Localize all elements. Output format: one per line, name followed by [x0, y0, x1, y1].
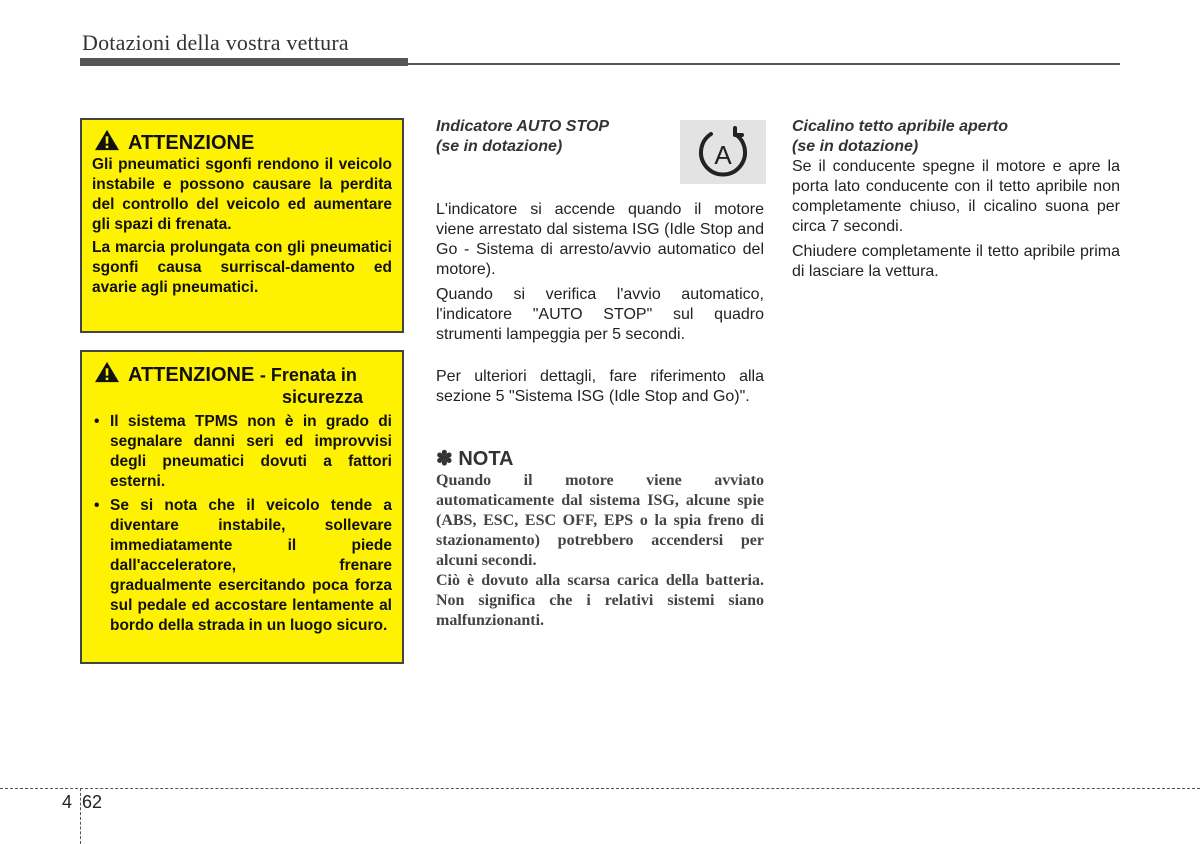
warning-title: ATTENZIONE: [128, 132, 255, 154]
section-title: Cicalino tetto apribile aperto: [792, 118, 1009, 135]
footer-divider: [0, 788, 1200, 789]
section-title-note: (se in dotazione): [436, 138, 563, 155]
warning-triangle-icon: [92, 128, 122, 152]
warning-title-line2: sicurezza: [282, 387, 364, 407]
warning-title-suffix: - Frenata in: [259, 365, 357, 385]
body-paragraph: L'indicatore si accende quando il motore viene arrestato dal sistema ISG (Idle Stop and Go - Sistema di arresto/avvio automatico del motore).: [436, 201, 764, 278]
warning-triangle-icon: [92, 360, 122, 384]
nota-body: [436, 471, 764, 631]
page-number: [62, 792, 102, 813]
auto-stop-heading: [436, 117, 672, 157]
auto-stop-indicator-icon: [680, 120, 766, 184]
auto-stop-icon-letter: A: [714, 140, 732, 170]
nota-symbol-icon: ✽: [436, 448, 453, 470]
nota-heading: [436, 446, 764, 471]
body-paragraph: Quando si verifica l'avvio automatico, l'indicatore "AUTO STOP" sul quadro strumenti lampeggia per 5 secondi.: [436, 286, 764, 343]
warning-bullet-list: [92, 412, 392, 636]
sunroof-section: [792, 117, 1120, 287]
nota-section: [436, 446, 764, 631]
auto-stop-text: [436, 200, 764, 412]
warning-paragraph: La marcia prolungata con gli pneumatici sgonfi causa surriscal-damento ed avarie agli pneumatici.: [92, 239, 392, 296]
body-paragraph: Per ulteriori dettagli, fare riferimento alla sezione 5 "Sistema ISG (Idle Stop and Go)".: [436, 368, 764, 405]
page-header-title: Dotazioni della vostra vettura: [82, 30, 349, 55]
auto-stop-icon: [693, 125, 753, 179]
body-paragraph: Chiudere completamente il tetto apribile prima di lasciare la vettura.: [792, 243, 1120, 280]
list-item: • Se si nota che il veicolo tende a diventare instabile, sollevare immediatamente il piede dall'acceleratore, frenare gradualmente esercitando poca forza sul pedale ed accostare lentamente al bordo della strada in un luogo sicuro.: [92, 496, 392, 636]
body-paragraph: Se il conducente spegne il motore e apre la porta lato conducente con il tetto apribile non completamente chiuso, il cicalino suona per circa 7 secondi.: [792, 158, 1120, 235]
warning-box-tires: [80, 118, 404, 333]
nota-title: NOTA: [458, 448, 514, 470]
header-rule-thin: [408, 63, 1120, 65]
warning-box-safe-braking: [80, 350, 404, 664]
page-number-value: 62: [82, 792, 103, 812]
section-title: Indicatore AUTO STOP: [436, 118, 610, 135]
section-number: 4: [62, 792, 73, 812]
warning-paragraph: Gli pneumatici sgonfi rendono il veicolo instabile e possono causare la perdita del controllo del veicolo ed aumentare gli spazi di frenata.: [92, 156, 392, 233]
header-rule-thick: [80, 58, 408, 66]
warning-title: ATTENZIONE: [128, 364, 255, 386]
warning-body: [92, 155, 392, 298]
list-item: • Il sistema TPMS non è in grado di segnalare danni seri ed improvvisi degli pneumatici dovuti a fattori esterni.: [92, 412, 392, 492]
nota-paragraph: Ciò è dovuto alla scarsa carica della batteria. Non significa che i relativi sistemi siano malfunzionanti.: [436, 572, 764, 629]
nota-paragraph: Quando il motore viene avviato automaticamente dal sistema ISG, alcune spie (ABS, ESC, ESC OFF, EPS o la spia freno di stazionamento) potrebbero accendersi per alcuni secondi.: [436, 472, 764, 569]
warning-heading: [92, 360, 392, 408]
section-title-note: (se in dotazione): [792, 138, 919, 155]
warning-heading: [92, 128, 392, 155]
